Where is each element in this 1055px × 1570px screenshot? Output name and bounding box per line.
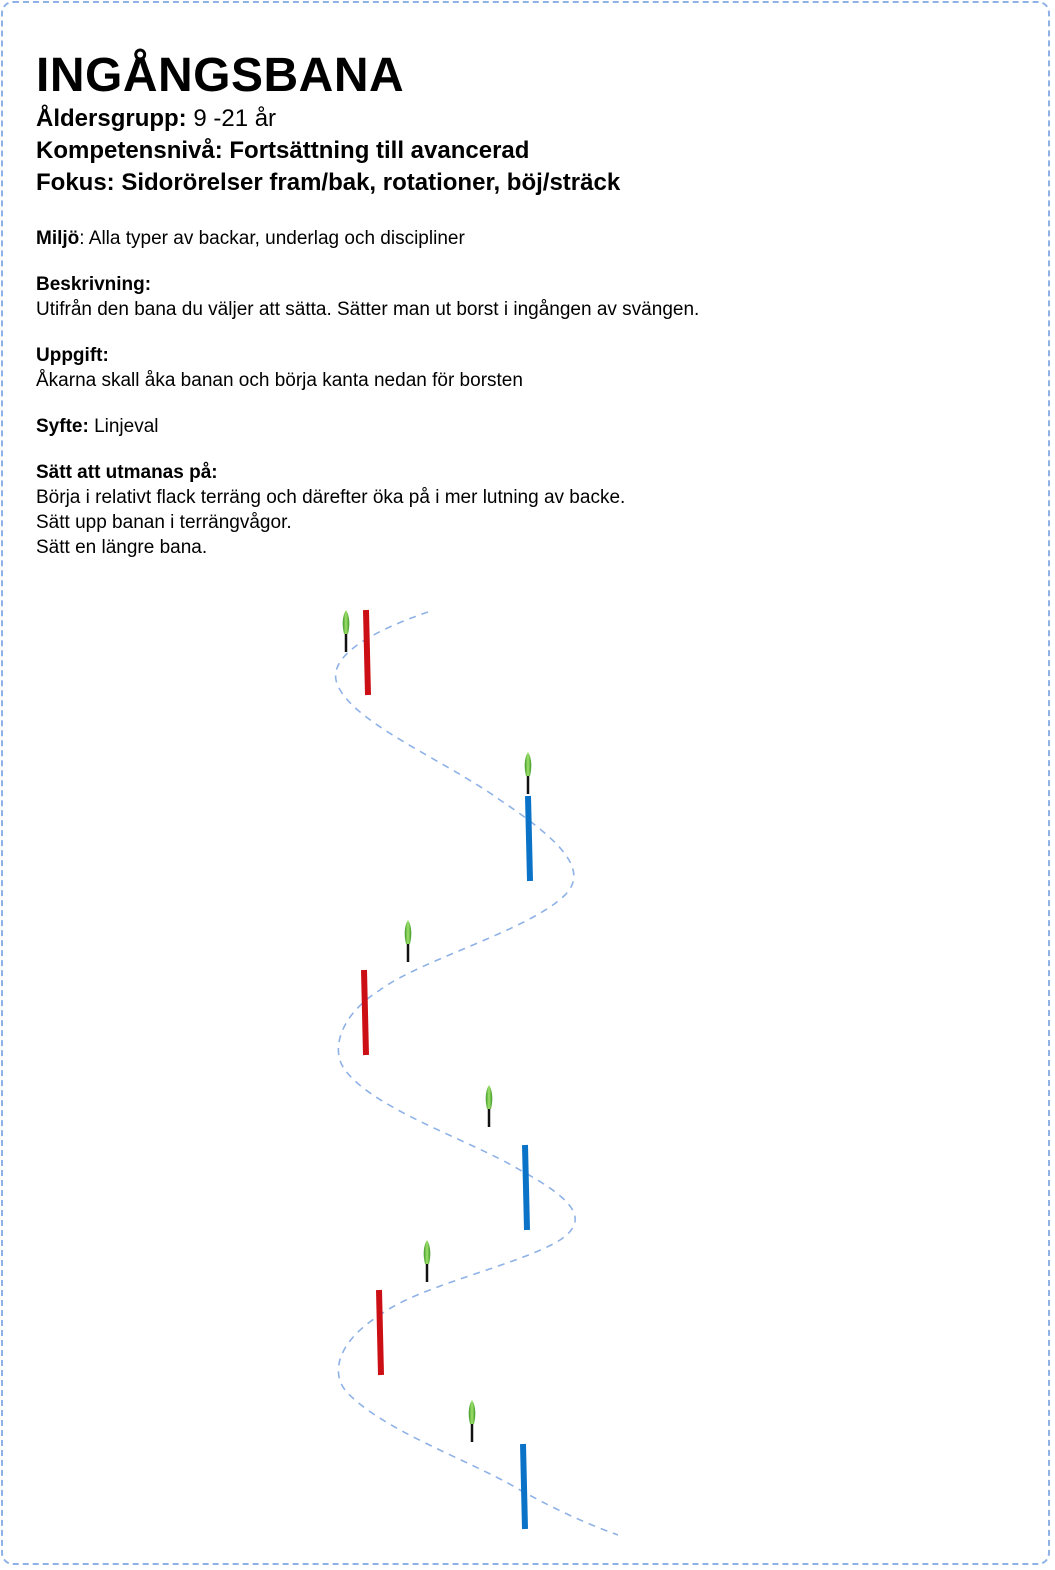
challenge-section (36, 460, 1016, 560)
competence-label: Kompetensnivå: Fortsättning till avancerad (36, 137, 530, 164)
focus-label: Fokus: Sidorörelser fram/bak, rotationer, böj/sträck (36, 169, 621, 196)
drill-card (36, 50, 1016, 560)
page-title: INGÅNGSBANA (36, 49, 405, 102)
task-section (36, 343, 1016, 393)
challenge-line: Sätt en längre bana. (36, 537, 208, 558)
age-group-value: 9 -21 år (186, 105, 277, 132)
challenge-label: Sätt att utmanas på: (36, 462, 218, 483)
challenge-line: Sätt upp banan i terrängvågor. (36, 512, 292, 533)
purpose-value: Linjeval (88, 416, 159, 437)
environment-label: Miljö (36, 228, 80, 249)
competence-level (36, 136, 1016, 166)
age-group (36, 104, 1016, 134)
environment-value: : Alla typer av backar, underlag och discipliner (79, 228, 465, 249)
description-label: Beskrivning: (36, 274, 152, 295)
challenge-line: Börja i relativt flack terräng och därefter öka på i mer lutning av backe. (36, 487, 626, 508)
focus (36, 168, 1016, 198)
task-label: Uppgift: (36, 345, 109, 366)
description-text: Utifrån den bana du väljer att sätta. Sätter man ut borst i ingången av svängen. (36, 299, 700, 320)
task-text: Åkarna skall åka banan och börja kanta nedan för borsten (36, 370, 523, 391)
purpose-label: Syfte: (36, 416, 89, 437)
purpose-section (36, 414, 1016, 439)
environment-section (36, 226, 1016, 251)
description-section (36, 272, 1016, 322)
age-group-label: Åldersgrupp: (36, 105, 187, 132)
